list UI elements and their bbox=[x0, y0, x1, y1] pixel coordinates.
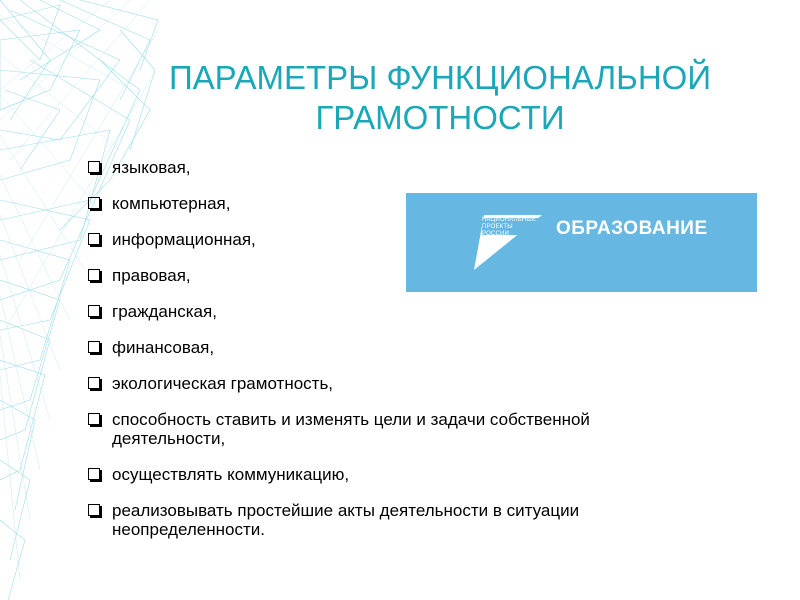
list-item-text: экологическая грамотность, bbox=[112, 374, 334, 393]
list-item bbox=[86, 410, 706, 448]
list-item bbox=[86, 374, 706, 393]
list-item bbox=[86, 465, 706, 484]
list-item-text: способность ставить и изменять цели и задачи собственной деятельности, bbox=[112, 410, 590, 448]
checkbox-bullet-icon bbox=[88, 413, 100, 425]
checkbox-bullet-icon bbox=[88, 504, 100, 516]
slide-title-line1: ПАРАМЕТРЫ ФУНКЦИОНАЛЬНОЙ bbox=[168, 59, 712, 96]
list-item-text: гражданская, bbox=[112, 302, 217, 321]
list-item-text: финансовая, bbox=[112, 338, 215, 357]
list-item bbox=[86, 158, 706, 177]
logo-caption-line2: ПРОЕКТЫ bbox=[482, 224, 513, 230]
national-project-banner bbox=[406, 193, 757, 292]
banner-title: ОБРАЗОВАНИЕ bbox=[556, 218, 708, 239]
list-item-text: правовая, bbox=[112, 266, 191, 285]
checkbox-bullet-icon bbox=[88, 377, 100, 389]
slide-title bbox=[130, 58, 750, 138]
logo-caption-line3: РОССИИ bbox=[482, 231, 510, 237]
list-item bbox=[86, 302, 706, 321]
slide-title-line2: ГРАМОТНОСТИ bbox=[315, 99, 565, 136]
logo-caption-line1: НАЦИОНАЛЬНЫЕ bbox=[482, 217, 537, 223]
list-item bbox=[86, 338, 706, 357]
checkbox-bullet-icon bbox=[88, 305, 100, 317]
list-item-text: осуществлять коммуникацию, bbox=[112, 465, 350, 484]
logo-caption bbox=[482, 217, 542, 238]
checkbox-bullet-icon bbox=[88, 233, 100, 245]
list-item bbox=[86, 501, 706, 539]
list-item-text: информационная, bbox=[112, 230, 256, 249]
list-item-text: реализовывать простейшие акты деятельности в ситуации неопределенности. bbox=[112, 501, 580, 539]
checkbox-bullet-icon bbox=[88, 269, 100, 281]
checkbox-bullet-icon bbox=[88, 161, 100, 173]
checkbox-bullet-icon bbox=[88, 197, 100, 209]
list-item-text: компьютерная, bbox=[112, 194, 231, 213]
checkbox-bullet-icon bbox=[88, 468, 100, 480]
checkbox-bullet-icon bbox=[88, 341, 100, 353]
list-item-text: языковая, bbox=[112, 158, 191, 177]
